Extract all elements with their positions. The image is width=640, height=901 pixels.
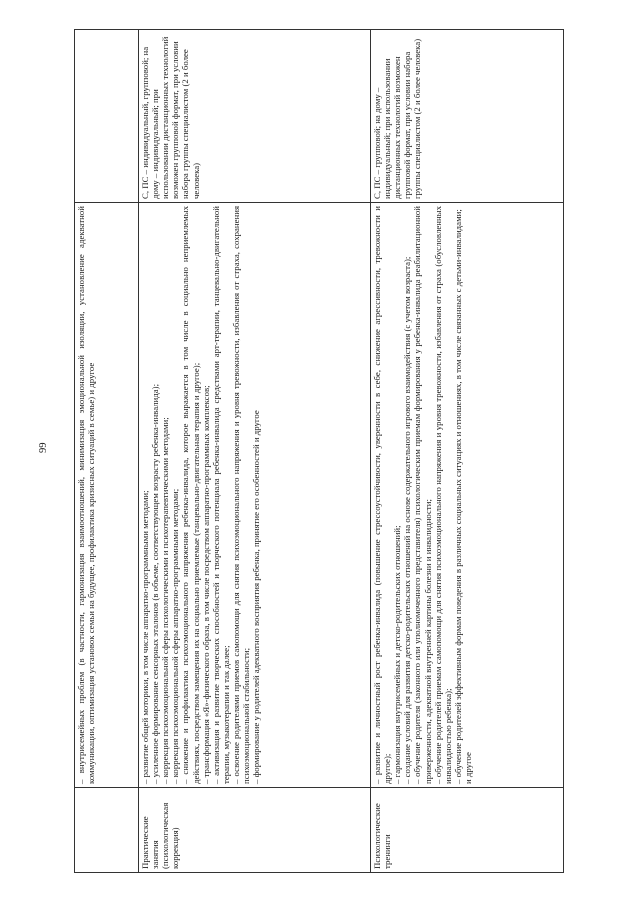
content-line: – активизация и развитие творческих способностей и творческого потенциала ребенка-инвалида средствами арт-терапии, танцевально-двигательной терапии, музыкотерапии и так далее; — [210, 206, 231, 784]
content-line: – коррекция психоэмоциональной сферы аппаратно-программными методами; — [170, 488, 181, 784]
services-table — [74, 29, 564, 873]
content-line: – обучение родителя (законного или уполномоченного представителя) психологическим приемам формирования у ребенка-инвалида реабилитационной приверженности, адекватной внутренней картины болезни и инвалидности; — [412, 206, 433, 784]
content-line: – гармонизация внутрисемейных и детско-родительских отношений; — [392, 525, 403, 784]
table-row — [139, 30, 371, 873]
content-line: – развитие и личностный рост ребенка-инвалида (повышение стрессоустойчивости, уверенности в себе, снижение агрессивности, тревожности и другое); — [372, 206, 393, 784]
content-line: – создание условий для развития детско-родительских отношений на основе содержательного игрового взаимодействия (с учетом возраста); — [402, 256, 413, 784]
form-cell — [75, 788, 139, 873]
mode-cell — [139, 30, 371, 203]
content-cell — [75, 203, 139, 788]
mode-cell — [371, 30, 564, 203]
content-line: – развитие общей моторики, в том числе аппаратно-программными методами; — [140, 490, 150, 784]
content-cell — [139, 203, 371, 788]
content-line: – обучение родителей эффективным формам поведения в различных социальных ситуациях и отношениях, в том числе связанных с детьми-инвалидами; — [452, 209, 463, 784]
form-cell — [139, 788, 371, 873]
page-number: 99 — [38, 442, 49, 453]
content-line: – формирование у родителей адекватного восприятия ребенка, принятие его особенностей и другое — [251, 410, 262, 784]
content-line: – коррекция психоэмоциональной сферы психологическими и психотерапевтическими методами; — [160, 417, 171, 784]
content-line: – освоение родителями приемов самопомощи для снятия психоэмоционального напряжения и уровня тревожности, избавления от страха, сохранения психоэмоциональной стабильности; — [230, 206, 252, 784]
content-line: – усиленное формирование сенсорных эталонов (в объеме, соответствующем возрасту ребенка-инвалида); — [150, 383, 161, 784]
form-cell — [371, 788, 564, 873]
form-text: Психологические тренинги — [372, 803, 393, 869]
rotated-page-content — [74, 30, 563, 873]
content-line: – обучение родителей приемам самопомощи для снятия психоэмоционального напряжения и уровня тревожности, избавления от страха (обусловленных инвалидностью ребенка); — [432, 206, 453, 784]
services-table-body — [75, 30, 564, 873]
content-line: и другое — [462, 752, 473, 784]
content-line: – снижение и профилактика психоэмоционального напряжения ребенка-инвалида, которое выражается в том числе в социально неприемлемых действиях, посредством замещения их на социально приемлемые (танцевально-двигательная терапия и другое); — [180, 206, 201, 784]
mode-text: С, ПС – индивидуальный, групповой; на дому – индивидуальный; при использовании дистанционных технологий возможен групповой формат, при условии набора группы специалистом (2 и более человека) — [140, 36, 201, 199]
table-row — [75, 30, 139, 873]
content-line: – трансформация «Я»-физического образа, в том числе посредством аппаратно-программных комплексов; — [200, 385, 211, 784]
content-cell — [371, 203, 564, 788]
mode-cell — [75, 30, 139, 203]
form-text: Практические занятия (психологическая коррекция) — [140, 802, 181, 869]
content-line: – внутрисемейных проблем (в частности, гармонизация взаимоотношений, минимизация эмоциональной изоляции, установление адекватной коммуникации, оптимизация установок семьи на будущее, профилактика кризисных ситуаций в семье) и другое — [76, 206, 97, 784]
table-row — [371, 30, 564, 873]
mode-text: С, ПС – групповой; на дому – индивидуальный; при использовании дистанционных технологий возможен групповой формат, при условии набора группы специалистом (2 и более человека) — [372, 38, 423, 199]
